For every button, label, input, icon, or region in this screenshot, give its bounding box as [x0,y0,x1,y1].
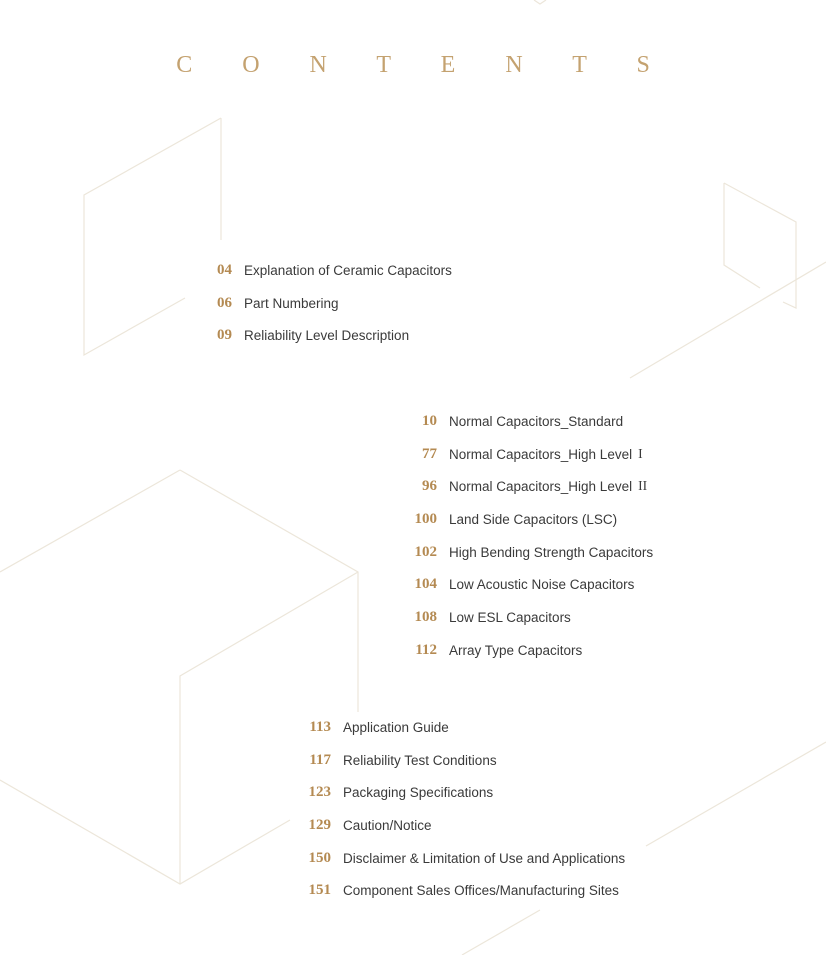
toc-entry-label: Explanation of Ceramic Capacitors [244,262,452,278]
toc-entry-label: Reliability Level Description [244,327,410,343]
toc-entry-label: Packaging Specifications [343,784,494,800]
toc-entry-label: Normal Capacitors_High Level [449,446,633,462]
toc-entry-label: Normal Capacitors_Standard [449,413,624,429]
toc-page-number: 150 [308,849,331,866]
toc-page-number: 96 [422,477,437,494]
toc-page-number: 10 [422,412,437,429]
toc-page-number: 151 [308,881,331,898]
toc-entry[interactable] [397,607,571,627]
toc-page-number: 129 [308,816,331,833]
toc-entry-label: Low Acoustic Noise Capacitors [449,576,635,592]
toc-entry[interactable] [397,574,634,594]
toc-entry[interactable] [397,640,582,660]
toc-entry[interactable] [196,260,452,280]
toc-page-number: 100 [414,510,437,527]
toc-page-number: 123 [308,783,331,800]
toc-entry[interactable] [397,411,623,431]
toc-page-number: 77 [422,445,437,462]
toc-entry[interactable] [291,782,493,802]
toc-page-number: 108 [414,608,437,625]
toc-entry-label: High Bending Strength Capacitors [449,544,654,560]
toc-entry-label: Caution/Notice [343,817,432,833]
toc-entry-label: Low ESL Capacitors [449,609,571,625]
page-title: C O N T E N T S [176,52,672,78]
toc-entry[interactable] [196,325,409,345]
toc-entry-label: Land Side Capacitors (LSC) [449,511,618,527]
toc-page-number: 06 [217,294,232,311]
toc-entry-label: Part Numbering [244,295,339,311]
toc-page-number: 117 [309,751,331,768]
toc-entry[interactable] [291,717,449,737]
toc-page-number: 113 [309,718,331,735]
toc-entry[interactable] [397,542,653,562]
toc-entry-level-numeral: II [638,478,648,493]
toc-entry[interactable] [291,750,497,770]
toc-entry[interactable] [291,880,619,900]
toc-page-number: 102 [414,543,437,560]
toc-entry[interactable] [291,815,432,835]
toc-entry-label: Disclaimer & Limitation of Use and Applications [343,850,626,866]
toc-entry-label: Component Sales Offices/Manufacturing Sites [343,882,619,898]
toc-entry[interactable] [397,476,647,496]
toc-entry-label: Reliability Test Conditions [343,752,497,768]
toc-entry-label: Application Guide [343,719,449,735]
toc-entry[interactable] [397,444,643,464]
toc-entry-label: Normal Capacitors_High Level [449,478,633,494]
toc-entry[interactable] [291,848,625,868]
toc-page-number: 104 [414,575,437,592]
toc-page-number: 112 [415,641,437,658]
toc-entry[interactable] [196,293,339,313]
toc-entry-label: Array Type Capacitors [449,642,583,658]
toc-page-number: 09 [217,326,232,343]
toc-page-number: 04 [217,261,232,278]
toc-entry[interactable] [397,509,617,529]
toc-entry-level-numeral: I [638,446,643,461]
